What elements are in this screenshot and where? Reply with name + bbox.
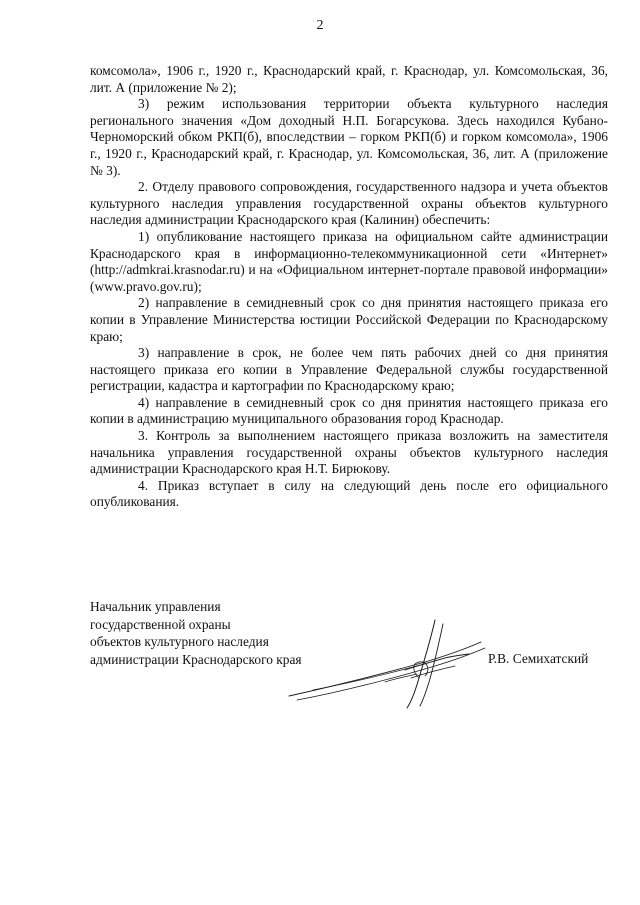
signatory-name: Р.В. Семихатский: [488, 651, 589, 666]
signatory-title-line: объектов культурного наследия: [90, 634, 269, 649]
paragraph-item-3: 3. Контроль за выполнением настоящего приказа возложить на заместителя начальника управления государственной охраны объектов культурного наследия администрации Краснодарского края Н.Т. Бирюкову.: [90, 428, 608, 477]
paragraph-item-2-2: 2) направление в семидневный срок со дня принятия настоящего приказа его копии в Управление Министерства юстиции Российской Федерации по Краснодарскому краю;: [90, 295, 608, 344]
paragraph-item-2: 2. Отделу правового сопровождения, государственного надзора и учета объектов культурного наследия управления государственной охраны объектов культурного наследия администрации Краснодарского края (Калинин) обеспечить:: [90, 179, 608, 228]
paragraph-item-2-3: 3) направление в срок, не более чем пять рабочих дней со дня принятия настоящего приказа его копии в Управление Федеральной службы государственной регистрации, кадастра и картографии по Краснодарскому краю;: [90, 345, 608, 394]
document-body: [90, 63, 608, 511]
paragraph-item-1-3: 3) режим использования территории объекта культурного наследия регионального значения «Дом доходный Н.П. Богарсукова. Здесь находился Кубано-Черноморский обком РКП(б), впоследствии – горком РКП(б) и горком комсомола», 1906 г., 1920 г., Краснодарский край, г. Краснодар, ул. Комсомольская, 36, лит. А (приложение № 3).: [90, 96, 608, 178]
handwritten-signature: [285, 612, 495, 712]
paragraph-item-2-1: 1) опубликование настоящего приказа на официальном сайте администрации Краснодарского края в информационно-телекоммуникационной сети «Интернет» (http://admkrai.krasnodar.ru) и на «Официальном интернет-портале правовой информации» (www.pravo.gov.ru);: [90, 228, 608, 294]
page-number: 2: [316, 18, 324, 33]
signatory-title-line: государственной охраны: [90, 616, 231, 632]
paragraph-item-2-4: 4) направление в семидневный срок со дня принятия настоящего приказа его копии в администрацию муниципального образования город Краснодар.: [90, 394, 608, 427]
paragraph-continuation: комсомола», 1906 г., 1920 г., Краснодарский край, г. Краснодар, ул. Комсомольская, 36, лит. А (приложение № 2);: [90, 63, 608, 95]
paragraph-item-4: 4. Приказ вступает в силу на следующий день после его официального опубликования.: [90, 477, 608, 510]
signatory-title-line: администрации Краснодарского края: [90, 651, 302, 667]
signatory-title-line: Начальник управления: [90, 599, 221, 614]
